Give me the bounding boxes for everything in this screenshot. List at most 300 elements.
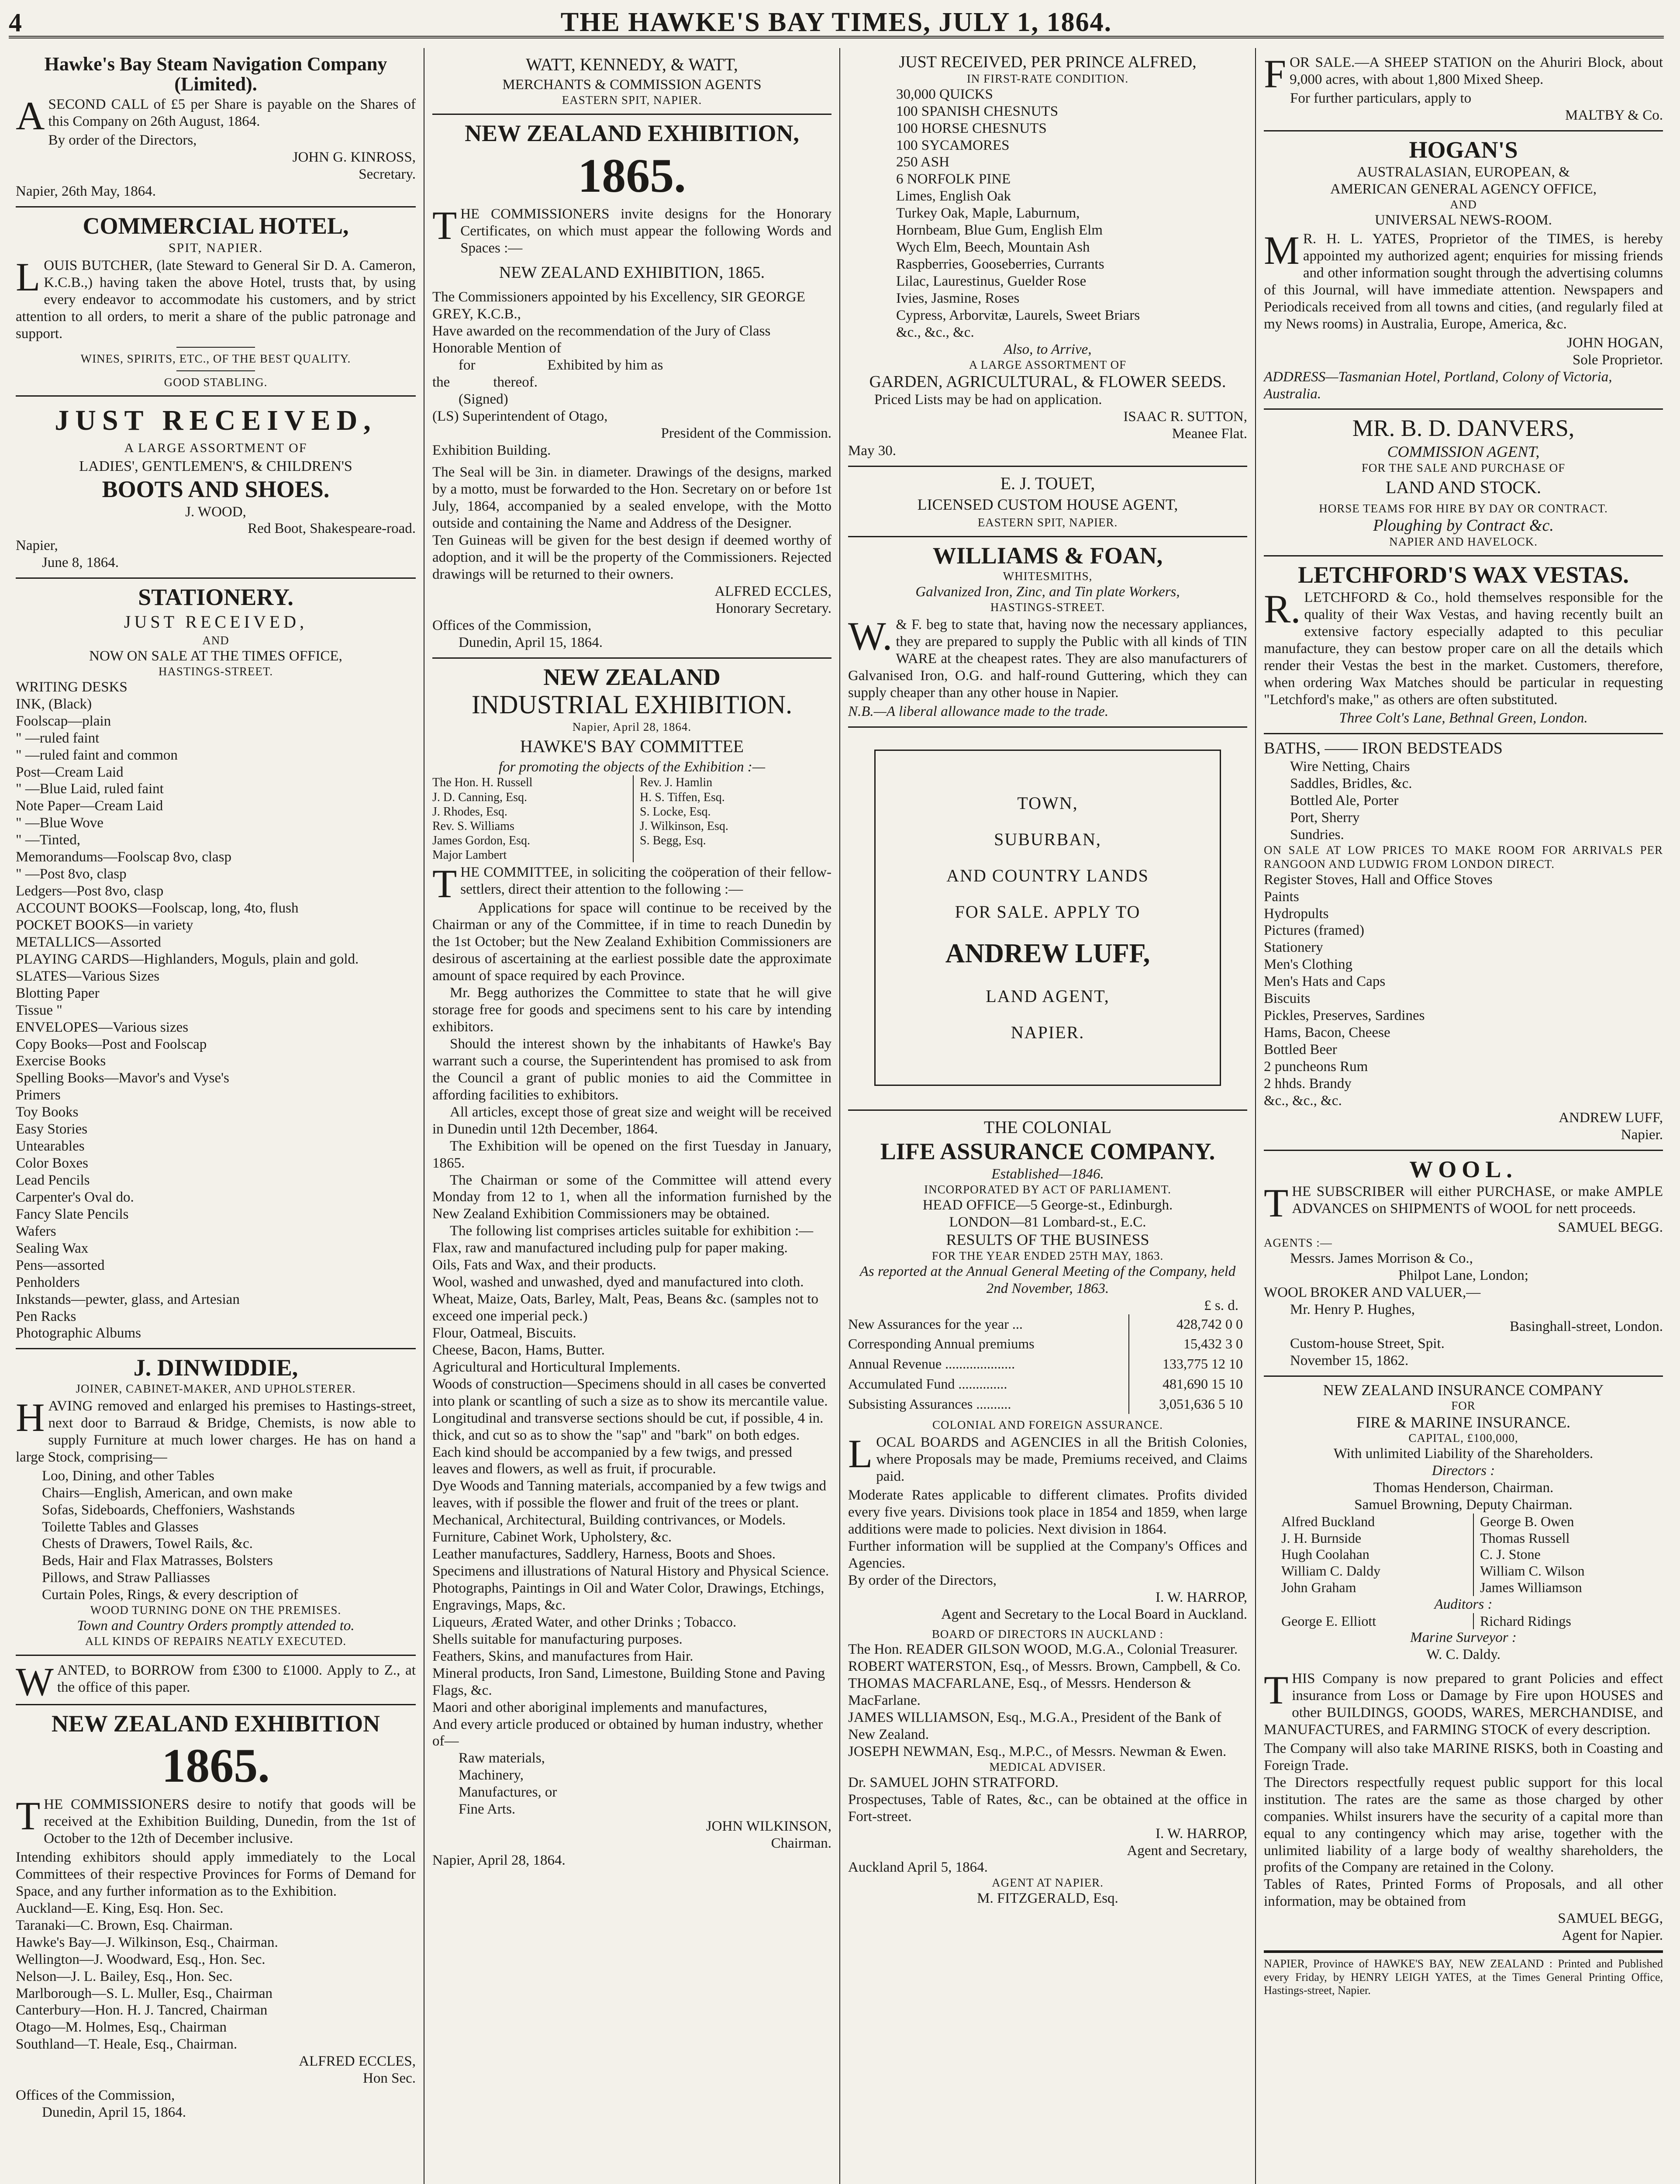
ad-paragraph: The following list comprises articles suitable for exhibition :— [450, 1223, 814, 1239]
divider [176, 347, 255, 348]
goods-list [1264, 871, 1663, 1109]
list-item: Cypress, Arborvitæ, Laurels, Sweet Briars [896, 307, 1140, 323]
list-item: ACCOUNT BOOKS—Foolscap, long, 4to, flush [16, 900, 299, 916]
ad-body: THE COMMITTEE, in soliciting the coöperation of their fellow-settlers, direct their attention to the following :— [432, 861, 831, 906]
list-item: 100 SYCAMORES [896, 137, 1010, 153]
directors-list [848, 1641, 1247, 1760]
ad-sheep-station [1264, 48, 1663, 131]
ad-body: FOR SALE.—A SHEEP STATION on the Ahuriri Block, about 9,000 acres, with about 1,800 Mixed Sheep. [1264, 52, 1663, 96]
results-table [848, 1314, 1247, 1414]
list-item: S. Begg, Esq. [640, 833, 706, 847]
ad-body: Prospectuses, Table of Rates, &c., can be obtained at the office in Fort-street. [848, 1791, 1247, 1825]
list-item: J. Rhodes, Esq. [432, 805, 507, 819]
list-item: Loo, Dining, and other Tables [42, 1468, 214, 1484]
directors-left [1281, 1514, 1464, 1596]
ad-signature: I. W. HARROP, [1156, 1589, 1247, 1605]
list-item: Photographs, Paintings in Oil and Water Color, Drawings, Etchings, Engravings, Maps, &c. [432, 1580, 824, 1613]
ad-title: NEW ZEALAND [543, 663, 721, 690]
ad-subtitle: LICENSED CUSTOM HOUSE AGENT, [917, 496, 1178, 514]
list-item: Untearables [16, 1138, 85, 1154]
ad-body: The Directors respectfully request public support for this local institution. The rates are the same as those charged by other companies. Whilst insurers have the security of a capital more than equal to any contingency which may arise, together with the unlimited liability of a large body of wealthy shareholders, the profits of the Company are retained in the Colony. [1264, 1774, 1663, 1876]
ad-line: Directors : [1432, 1463, 1495, 1479]
ad-line: ALL KINDS OF REPAIRS NEATLY EXECUTED. [85, 1634, 347, 1648]
ad-date: Napier, 26th May, 1864. [16, 183, 156, 200]
trees-list [848, 86, 1247, 341]
list-item: 2 puncheons Rum [1264, 1058, 1368, 1075]
ad-wanted [16, 1656, 416, 1705]
lands-line: SUBURBAN, [994, 829, 1101, 849]
ad-line: Offices of the Commission, [16, 2087, 175, 2104]
ad-title: E. J. TOUET, [1000, 473, 1095, 494]
ad-paragraph: Mr. Begg authorizes the Committee to state that he will give storage free for goods and specimens sent to his care by intending exhibitors. [432, 985, 831, 1035]
row-label: Accumulated Fund .............. [848, 1375, 1007, 1392]
column-3 [839, 48, 1255, 2184]
ad-heading: BOOTS AND SHOES. [102, 476, 330, 502]
ad-date: May 30. [848, 443, 896, 459]
ad-signature: MALTBY & Co. [1565, 107, 1663, 123]
ad-subtitle: LADIES', GENTLEMEN'S, & CHILDREN'S [79, 458, 352, 474]
ad-body: LOCAL BOARDS and AGENCIES in all the British Colonies, where Proposals may be made, Premiums received, and Claims paid. [848, 1431, 1247, 1485]
ad-subtitle: AUSTRALASIAN, EUROPEAN, & [1357, 164, 1570, 180]
ad-body: WANTED, to BORROW from £300 to £1000. Apply to Z., at the office of this paper. [16, 1659, 416, 1704]
ad-body: Ten Guineas will be given for the best design if deemed worthy of adoption, and it will be the property of the Commissioners. Rejected drawings will be returned to their owners. [432, 532, 831, 583]
ad-line: AGENTS :— [1264, 1236, 1332, 1250]
ad-body: MR. H. L. YATES, Proprietor of the TIMES, is hereby appointed my authorized agent; enquiries for missing friends and other information sought through the advertising columns of this Journal, will have immediate attention. Newspapers and Periodicals received from all towns and cities, (and regularly filed at my News rooms) in Australia, Europe, America, &c. [1264, 228, 1663, 332]
list-item: Beds, Hair and Flax Matrasses, Bolsters [42, 1553, 273, 1569]
list-item: JAMES WILLIAMSON, Esq., M.G.A., President of the Bank of New Zealand. [848, 1710, 1221, 1743]
ad-title: LETCHFORD'S WAX VESTAS. [1298, 562, 1629, 588]
list-item: Feathers, Skins, and manufactures from Hair. [432, 1648, 693, 1664]
ad-line: Town and Country Orders promptly attended to. [77, 1618, 355, 1634]
ad-role: Secretary. [359, 166, 416, 183]
ad-subtitle: FIRE & MARINE INSURANCE. [1356, 1413, 1571, 1431]
list-item: Fancy Slate Pencils [16, 1206, 129, 1222]
committee-list [16, 1900, 416, 2053]
ad-paragraph: The Exhibition will be opened on the first Tuesday in January, 1865. [432, 1138, 831, 1171]
list-item: Chests of Drawers, Towel Rails, &c. [42, 1536, 253, 1552]
goods-list [1264, 758, 1663, 843]
list-item: " —ruled faint [16, 730, 100, 746]
list-item: J. Wilkinson, Esq. [640, 819, 728, 833]
ad-signature: JOHN WILKINSON, [706, 1818, 831, 1835]
ad-line: Messrs. James Morrison & Co., [1290, 1251, 1473, 1267]
ad-subtitle: FOR THE SALE AND PURCHASE OF [1361, 461, 1566, 474]
ad-subtitle: MERCHANTS & COMMISSION AGENTS [502, 77, 762, 93]
ad-signature: JOHN HOGAN, [1567, 335, 1663, 351]
list-item: Hawke's Bay—J. Wilkinson, Esq., Chairman. [16, 1934, 278, 1950]
ad-address: ADDRESS—Tasmanian Hotel, Portland, Colony of Victoria, Australia. [1264, 369, 1612, 402]
ad-paragraph: The Chairman or some of the Committee will attend every Monday from 12 to 1, when all the information furnished by the New Zealand Exhibition Commissioners may be obtained. [432, 1172, 831, 1222]
list-item: " —Blue Wove [16, 815, 103, 831]
ad-exhibition-notice [16, 1705, 416, 2127]
ad-body: LOUIS BUTCHER, (late Steward to General Sir D. A. Cameron, K.C.B.,) having taken the above Hotel, trusts that, by using every endeavor to accommodate his customers, and by strict attention to all orders, to merit a share of the public patronage and support. [16, 255, 416, 342]
list-item: Easy Stories [16, 1121, 88, 1137]
ad-address: EASTERN SPIT, NAPIER. [977, 515, 1118, 529]
ad-line: N.B.—A liberal allowance made to the trade. [848, 703, 1109, 719]
list-item: Stationery [1264, 940, 1323, 956]
ad-line: Napier. [1621, 1127, 1663, 1143]
ad-industrial-exhibition [432, 659, 831, 1875]
certificate-line: The Commissioners appointed by his Excellency, SIR GEORGE GREY, K.C.B., [432, 289, 805, 322]
ad-title: COMMERCIAL HOTEL, [83, 213, 349, 239]
row-label: Subsisting Assurances .......... [848, 1396, 1011, 1412]
ad-date: Napier, [16, 538, 58, 554]
list-item: Sundries. [1290, 827, 1344, 843]
ad-line: Auditors : [1434, 1596, 1493, 1612]
list-item: Limes, English Oak [896, 188, 1011, 204]
list-item: Flax, raw and manufactured including pulp for paper making. [432, 1240, 788, 1256]
list-item: Alfred Buckland [1281, 1513, 1375, 1529]
ad-heading: RESULTS OF THE BUSINESS [946, 1231, 1149, 1249]
list-item: Exercise Books [16, 1053, 106, 1069]
list-item: Lilac, Laurestinus, Guelder Rose [896, 273, 1087, 289]
list-item: Biscuits [1264, 991, 1311, 1007]
ad-line: Custom-house Street, Spit. [1290, 1335, 1445, 1351]
ad-line: Thomas Henderson, Chairman. [1373, 1479, 1554, 1496]
list-item: Mechanical, Architectural, Building contrivances, or Models. [432, 1512, 786, 1528]
list-item: Photographic Albums [16, 1325, 141, 1341]
ad-subtitle: WHITESMITHS, [1003, 570, 1093, 583]
list-item: Rev. J. Hamlin [640, 776, 713, 790]
list-item: Wire Netting, Chairs [1290, 759, 1410, 775]
certificate-line: (Signed) [459, 391, 508, 407]
list-item: William C. Daldy [1281, 1563, 1381, 1579]
ad-title: LIFE ASSURANCE COMPANY. [880, 1138, 1215, 1165]
list-item: Wool, washed and unwashed, dyed and manufactured into cloth. [432, 1274, 804, 1290]
ad-line: COLONIAL AND FOREIGN ASSURANCE. [932, 1418, 1163, 1432]
lands-line: TOWN, [1017, 793, 1078, 813]
list-item: Hornbeam, Blue Gum, English Elm [896, 222, 1103, 238]
list-item: Raspberries, Gooseberries, Currants [896, 256, 1104, 273]
list-item: POCKET BOOKS—in variety [16, 917, 193, 933]
ad-role: Agent for Napier. [1562, 1928, 1663, 1944]
ad-line: M. FITZGERALD, Esq. [977, 1890, 1118, 1907]
ad-title: NEW ZEALAND EXHIBITION [51, 1710, 380, 1737]
certificate-line: the thereof. [432, 374, 538, 390]
list-item: Memorandums—Foolscap 8vo, clasp [16, 849, 232, 865]
ad-body: Moderate Rates applicable to different climates. Profits divided every five years. Divisions took place in 1854 and 1859, when large additions were made to policies. Next division in 1864. [848, 1487, 1247, 1537]
ad-line: FOR [1451, 1399, 1476, 1412]
list-item: Fine Arts. [459, 1801, 516, 1818]
list-item: Saddles, Bridles, &c. [1290, 776, 1412, 792]
certificate-line: (LS) Superintendent of Otago, [432, 408, 608, 424]
list-item: Machinery, [459, 1767, 524, 1783]
lands-box [874, 750, 1221, 1086]
ad-nz-insurance [1264, 1377, 1663, 1952]
ad-line: WOOL BROKER AND VALUER,— [1264, 1284, 1481, 1300]
list-item: Woods of construction—Specimens should in all cases be converted into plank or scantling of such a size as to show its mercantile value. Longitudinal and transverse sections should be cut, if possible, 4 in. thick, and cut so as to show the "sap" and "bark" on both edges. Each kind should be accompanied by a few twigs, and pressed leaves and flowers, as well as fruit, if procurable. [432, 1376, 828, 1477]
ad-body: Intending exhibitors should apply immediately to the Local Committees of their respective Provinces for Forms of Demand for Space, and any further information as to the Exhibition. [16, 1849, 416, 1899]
list-item: Specimens and illustrations of Natural History and Physical Science. [432, 1563, 829, 1579]
exhibit-sublist [432, 1750, 831, 1818]
ad-signature: ISAAC R. SUTTON, [1123, 409, 1247, 425]
list-item: Bottled Beer [1264, 1042, 1337, 1058]
certificate-line: for Exhibited by him as [459, 357, 663, 373]
list-item: Curtain Poles, Rings, & every description of [42, 1587, 298, 1603]
ad-title: HOGAN'S [1409, 136, 1518, 163]
auditor: George E. Elliott [1281, 1613, 1376, 1629]
list-item: Oils, Fats and Wax, and their products. [432, 1257, 656, 1273]
list-item: SLATES—Various Sizes [16, 968, 160, 984]
auditor: Richard Ridings [1473, 1613, 1663, 1630]
list-item: &c., &c., &c. [896, 324, 974, 340]
ad-role: Sole Proprietor. [1572, 352, 1663, 368]
ad-body: Further information will be supplied at the Company's Offices and Agencies. [848, 1538, 1247, 1571]
table-row [848, 1334, 1247, 1354]
list-item: 250 ASH [896, 154, 949, 170]
ad-subtitle: UNIVERSAL NEWS-ROOM. [1375, 212, 1552, 228]
committee-members [432, 775, 831, 862]
list-item: Hugh Coolahan [1281, 1546, 1370, 1562]
list-item: METALLICS—Assorted [16, 934, 161, 950]
ad-line: BOARD OF DIRECTORS IN AUCKLAND : [931, 1627, 1164, 1641]
ad-line: LONDON—81 Lombard-st., E.C. [949, 1214, 1146, 1230]
ad-subtitle: IN FIRST-RATE CONDITION. [966, 72, 1129, 85]
ad-body: R.LETCHFORD & Co., hold themselves responsible for the quality of their Wax Vestas, and having recently built an extensive factory especially adapted to this peculiar manufacture, they can bestow proper care on all the details which render their Vestas the best in the market. Customers, therefore, when ordering Wax Matches should be particular in requesting "Letchford's make," as others are often substituted. [1264, 586, 1663, 708]
ad-line: INCORPORATED BY ACT OF PARLIAMENT. [924, 1182, 1171, 1196]
list-item: PLAYING CARDS—Highlanders, Moguls, plain and gold. [16, 951, 359, 967]
ad-line: CAPITAL, £100,000, [1408, 1431, 1518, 1445]
certificate-line: President of the Commission. [661, 425, 831, 441]
list-item: Bottled Ale, Porter [1290, 793, 1399, 809]
ad-address: Red Boot, Shakespeare-road. [248, 521, 416, 537]
ad-life-assurance [848, 1111, 1247, 1913]
column-1 [8, 48, 424, 2184]
list-item: JOSEPH NEWMAN, Esq., M.P.C., of Messrs. Newman & Ewen. [848, 1743, 1227, 1759]
ad-line: GOOD STABLING. [164, 375, 268, 389]
ad-line: By order of the Directors, [48, 132, 197, 149]
ad-line: HEAD OFFICE—5 George-st., Edinburgh. [922, 1197, 1173, 1213]
ad-title: J. DINWIDDIE, [133, 1355, 298, 1381]
ad-line: Mr. Henry P. Hughes, [1290, 1301, 1415, 1317]
ad-body: W.& F. beg to state that, having now the necessary appliances, they are prepared to supply the Public with all kinds of TIN WARE at the cheapest rates. They are also manufacturers of Galvanised Iron, O.G. and half-round Guttering, which they can supply cheaper than any other house in Napier. [848, 613, 1247, 701]
certificate-line: Exhibition Building. [432, 442, 551, 458]
ad-role: Agent and Secretary, [1127, 1842, 1247, 1859]
list-item: Turkey Oak, Maple, Laburnum, [896, 205, 1080, 221]
ad-line: Also, to Arrive, [1004, 341, 1092, 357]
ad-date: Napier, April 28, 1864. [432, 1852, 566, 1869]
ad-line: MEDICAL ADVISER. [989, 1760, 1106, 1773]
ad-heading: GARDEN, AGRICULTURAL, & FLOWER SEEDS. [869, 372, 1226, 391]
ad-signature: ANDREW LUFF, [1559, 1109, 1663, 1126]
ad-title: BATHS, —— IRON BEDSTEADS [1264, 739, 1503, 758]
list-item: Canterbury—Hon. H. J. Tancred, Chairman [16, 2002, 268, 2018]
divider [176, 370, 255, 371]
ad-line: Marine Surveyor : [1410, 1630, 1517, 1646]
list-item: 2 hhds. Brandy [1264, 1075, 1352, 1092]
list-item: The Hon. READER GILSON WOOD, M.G.A., Colonial Treasurer. [848, 1641, 1238, 1658]
ad-andrew-luff-lands [848, 728, 1247, 1111]
list-item: Nelson—J. L. Bailey, Esq., Hon. Sec. [16, 1968, 233, 1984]
list-item: J. D. Canning, Esq. [432, 790, 527, 804]
list-item: Pickles, Preserves, Sardines [1264, 1008, 1425, 1024]
table-row [848, 1374, 1247, 1394]
ad-title: INDUSTRIAL EXHIBITION. [471, 690, 793, 719]
list-item: Toy Books [16, 1104, 79, 1120]
ad-line: W. C. Daldy. [1426, 1647, 1501, 1663]
ad-line: As reported at the Annual General Meeting of the Company, held 2nd November, 1863. [859, 1263, 1236, 1296]
ad-line: Basinghall-street, London. [1509, 1318, 1663, 1334]
ad-body: THE SUBSCRIBER will either PURCHASE, or make AMPLE ADVANCES on SHIPMENTS of WOOL for nett proceeds. [1264, 1181, 1663, 1226]
list-item: Sealing Wax [16, 1240, 89, 1256]
list-item: WRITING DESKS [16, 679, 128, 695]
ad-title: JUST RECEIVED, PER PRINCE ALFRED, [899, 53, 1197, 71]
row-label: New Assurances for the year ... [848, 1316, 1023, 1332]
ad-title: NEW ZEALAND INSURANCE COMPANY [1323, 1381, 1604, 1399]
list-item: Thomas Russell [1480, 1530, 1570, 1546]
list-item: The Hon. H. Russell [432, 776, 533, 790]
list-item: INK, (Black) [16, 696, 92, 712]
list-item: Wafers [16, 1223, 56, 1239]
list-item: Dye Woods and Tanning materials, accompanied by a few twigs and leaves, with if possible the flower and fruit of the trees or plant. [432, 1478, 826, 1511]
ad-signature: J. WOOD, [185, 504, 246, 520]
list-item: Hams, Bacon, Cheese [1264, 1025, 1390, 1041]
list-item: 100 SPANISH CHESNUTS [896, 103, 1059, 119]
list-item: Marlborough—S. L. Muller, Esq., Chairman [16, 1985, 273, 2001]
list-item: James Williamson [1480, 1579, 1582, 1595]
lands-line: FOR SALE. APPLY TO [955, 902, 1141, 922]
lands-line: LAND AGENT, [986, 986, 1110, 1006]
ad-title: WATT, KENNEDY, & WATT, [526, 55, 738, 74]
ad-year: 1865. [578, 149, 686, 202]
certificate-line: Have awarded on the recommendation of the Jury of Class Honorable Mention of [432, 323, 771, 356]
printer-imprint: NAPIER, Province of HAWKE'S BAY, NEW ZEALAND : Printed and Published every Friday, by HENRY LEIGH YATES, at the Times General Printing Office, Hastings-street, Napier. [1264, 1952, 1663, 2004]
ad-signature: JOHN G. KINROSS, [292, 149, 416, 166]
ad-subtitle: SPIT, NAPIER. [168, 240, 263, 255]
list-item: Leather manufactures, Saddlery, Harness, Boots and Shoes. [432, 1546, 776, 1562]
list-item: Pictures (framed) [1264, 923, 1364, 939]
ad-date: June 8, 1864. [42, 555, 119, 571]
ad-line: Offices of the Commission, [432, 617, 592, 633]
list-item: Post—Cream Laid [16, 764, 124, 780]
newspaper-title: THE HAWKE'S BAY TIMES, JULY 1, 1864. [560, 7, 1112, 37]
ad-line: Meanee Flat. [1172, 426, 1247, 442]
ad-title: JUST RECEIVED, [55, 404, 377, 437]
ad-signature: ALFRED ECCLES, [299, 2053, 416, 2070]
masthead [9, 5, 1664, 38]
ad-title: NEW ZEALAND EXHIBITION, [465, 120, 799, 146]
list-item: 6 NORFOLK PINE [896, 171, 1011, 187]
list-item: ENVELOPES—Various sizes [16, 1019, 189, 1035]
list-item: James Gordon, Esq. [432, 833, 530, 847]
ad-exhibition-designs [432, 115, 831, 659]
row-value: 3,051,636 5 10 [1129, 1394, 1247, 1414]
list-item: Port, Sherry [1290, 810, 1360, 826]
ad-paragraph: Applications for space will continue to be received by the Chairman or any of the Committee, if in time to reach Dunedin by the 1st October; but the New Zealand Exhibition Commissioners are desirous of ascertaining at the earliest possible date the approximate amount of space required by each Province. [432, 900, 831, 984]
list-item: Ivies, Jasmine, Roses [896, 290, 1020, 306]
auditors-columns [1264, 1613, 1663, 1630]
list-item: Ledgers—Post 8vo, clasp [16, 883, 164, 899]
ad-line: NAPIER AND HAVELOCK. [1389, 535, 1538, 549]
row-value: 481,690 15 10 [1129, 1374, 1247, 1394]
ad-paragraph: All articles, except those of great size and weight will be received in Dunedin until 12th December, 1864. [432, 1104, 831, 1137]
list-item: Toilette Tables and Glasses [42, 1519, 199, 1535]
ad-subtitle: HAWKE'S BAY COMMITTEE [520, 736, 744, 757]
table-row [848, 1354, 1247, 1374]
ad-title: WOOL. [1409, 1156, 1518, 1182]
table-row [848, 1314, 1247, 1334]
list-item: Auckland—E. King, Esq. Hon. Sec. [16, 1900, 224, 1916]
list-item: Primers [16, 1087, 61, 1103]
list-item: Manufactures, or [459, 1784, 557, 1800]
list-item: Major Lambert [432, 848, 507, 862]
ad-title: WILLIAMS & FOAN, [932, 542, 1163, 569]
list-item: Liqueurs, Ærated Water, and other Drinks ; Tobacco. [432, 1614, 737, 1630]
list-item: Tissue " [16, 1002, 62, 1018]
ad-date: Dunedin, April 15, 1864. [459, 634, 603, 650]
column-4 [1255, 48, 1671, 2184]
ad-line: By order of the Directors, [848, 1572, 997, 1588]
list-item: 30,000 QUICKS [896, 86, 993, 102]
ad-date: Dunedin, April 15, 1864. [42, 2105, 186, 2121]
row-value: 428,742 0 0 [1129, 1314, 1247, 1334]
ad-line: AND [202, 634, 229, 647]
list-item: And every article produced or obtained by human industry, whether of— [432, 1716, 823, 1749]
ad-trees [848, 48, 1247, 467]
ad-subtitle: COMMISSION AGENT, [1387, 443, 1540, 461]
list-item: " —ruled faint and common [16, 747, 178, 763]
list-item: Color Boxes [16, 1155, 88, 1171]
ad-body: THE COMMISSIONERS invite designs for the Honorary Certificates, on which must appear the following Words and Spaces :— [432, 203, 831, 256]
ad-title: STATIONERY. [138, 584, 293, 611]
ad-commercial-hotel [16, 207, 416, 397]
ad-steam-navigation [16, 48, 416, 207]
ad-line: A LARGE ASSORTMENT OF [969, 358, 1127, 371]
list-item: Note Paper—Cream Laid [16, 798, 163, 814]
list-item: Sofas, Sideboards, Cheffoniers, Washstands [42, 1502, 295, 1518]
ad-line: AGENT AT NAPIER. [992, 1876, 1104, 1890]
list-item: Wych Elm, Beech, Mountain Ash [896, 239, 1090, 256]
ad-signature: ALFRED ECCLES, [714, 584, 831, 600]
lands-line: NAPIER. [1011, 1022, 1085, 1042]
row-value: 15,432 3 0 [1129, 1334, 1247, 1354]
ad-role: Agent and Secretary to the Local Board in Auckland. [941, 1606, 1247, 1622]
list-item: H. S. Tiffen, Esq. [640, 790, 725, 804]
list-item: Lead Pencils [16, 1172, 90, 1189]
ad-boots-and-shoes [16, 397, 416, 579]
list-item: Penholders [16, 1274, 80, 1290]
ad-line: For further particulars, apply to [1290, 90, 1472, 106]
ad-line: AND [1450, 198, 1477, 211]
ad-watt-kennedy [432, 48, 831, 115]
ad-subtitle: THE COLONIAL [983, 1117, 1112, 1137]
ad-baths-bedsteads [1264, 734, 1663, 1151]
list-item: Men's Clothing [1264, 957, 1353, 973]
ad-line: WINES, SPIRITS, ETC., OF THE BEST QUALITY. [80, 352, 351, 365]
ad-dinwiddie [16, 1349, 416, 1655]
ad-subtitle: for promoting the objects of the Exhibition :— [498, 759, 766, 775]
list-item: C. J. Stone [1480, 1546, 1541, 1562]
list-item: 100 HORSE CHESNUTS [896, 120, 1047, 136]
list-item: Spelling Books—Mavor's and Vyse's [16, 1070, 229, 1086]
list-item: J. H. Burnside [1281, 1530, 1362, 1546]
row-value: 133,775 12 10 [1129, 1354, 1247, 1374]
row-label: Corresponding Annual premiums [848, 1336, 1035, 1352]
ad-line: HORSE TEAMS FOR HIRE BY DAY OR CONTRACT. [1319, 501, 1608, 515]
list-item: Copy Books—Post and Foolscap [16, 1036, 207, 1052]
ad-role: Chairman. [771, 1835, 831, 1852]
certificate-heading: NEW ZEALAND EXHIBITION, 1865. [499, 263, 765, 282]
ad-subtitle: LAND AND STOCK. [1386, 477, 1541, 497]
list-item: Cheese, Bacon, Hams, Butter. [432, 1342, 605, 1358]
list-item: Furniture, Cabinet Work, Upholstery, &c. [432, 1529, 672, 1545]
ad-line: Samuel Browning, Deputy Chairman. [1354, 1496, 1573, 1513]
ad-subtitle: A LARGE ASSORTMENT OF [124, 441, 307, 456]
ad-line: Established—1846. [991, 1166, 1104, 1182]
ad-address: Three Colt's Lane, Bethnal Green, London. [1339, 710, 1588, 726]
list-item: Wheat, Maize, Oats, Barley, Malt, Peas, Beans &c. (samples not to exceed one imperial peck.) [432, 1291, 819, 1324]
ad-danvers [1264, 410, 1663, 556]
